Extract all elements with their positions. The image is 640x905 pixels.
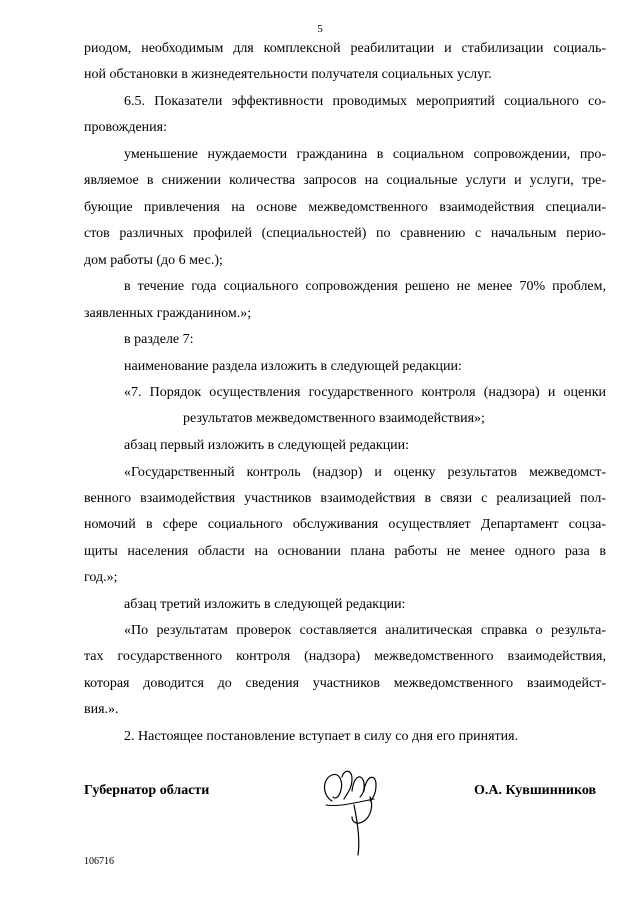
text-line: дом работы (до 6 мес.); — [84, 253, 223, 268]
text-line: стов различных профилей (специальностей) по сравнению с начальным перио- — [84, 226, 606, 241]
text-line: абзац третий изложить в следующей редакции: — [124, 597, 406, 612]
text-line: бующие привлечения на основе межведомственного взаимодействия специали- — [84, 200, 606, 215]
text-line: вия.». — [84, 702, 119, 717]
text-line: абзац первый изложить в следующей редакции: — [124, 438, 410, 453]
text-line: 2. Настоящее постановление вступает в силу со дня его принятия. — [124, 729, 519, 744]
text-line: щиты населения области на основании плана работы не менее одного раза в — [84, 544, 606, 559]
text-line: номочий в сфере социального обслуживания осуществляет Департамент соцза- — [84, 517, 606, 532]
text-line: «7. Порядок осуществления государственного контроля (надзора) и оценки — [124, 385, 606, 400]
text-line: в течение года социального сопровождения решено не менее 70% проблем, — [124, 279, 606, 294]
text-line: «По результатам проверок составляется аналитическая справка о результа- — [124, 623, 606, 638]
text-line: наименование раздела изложить в следующей редакции: — [124, 359, 462, 374]
document-id: 106716 — [84, 856, 114, 867]
text-line: заявленных гражданином.»; — [84, 306, 252, 321]
text-line: являемое в снижении количества запросов на социальные услуги и услуги, тре- — [84, 173, 606, 188]
text-line: риодом, необходимым для комплексной реабилитации и стабилизации социаль- — [84, 41, 606, 56]
text-line: в разделе 7: — [124, 332, 194, 347]
text-line: провождения: — [84, 120, 167, 135]
page-number: 5 — [317, 23, 323, 35]
text-line: ной обстановки в жизнедеятельности получателя социальных услуг. — [84, 67, 492, 82]
text-line: уменьшение нуждаемости гражданина в социальном сопровождении, про- — [124, 147, 606, 162]
signatory-name: О.А. Кувшинников — [474, 783, 597, 798]
text-line: «Государственный контроль (надзор) и оценку результатов межведомст- — [124, 465, 606, 480]
signatory-title: Губернатор области — [84, 783, 210, 798]
text-line: результатов межведомственного взаимодействия»; — [183, 411, 485, 426]
handwritten-signature — [318, 765, 398, 860]
text-line: тах государственного контроля (надзора) межведомственного взаимодействия, — [84, 649, 606, 664]
text-line: год.»; — [84, 570, 118, 585]
text-line: которая доводится до сведения участников межведомственного взаимодейст- — [84, 676, 606, 691]
text-line: 6.5. Показатели эффективности проводимых мероприятий социального со- — [124, 94, 606, 109]
text-line: венного взаимодействия участников взаимодействия в связи с реализацией пол- — [84, 491, 606, 506]
